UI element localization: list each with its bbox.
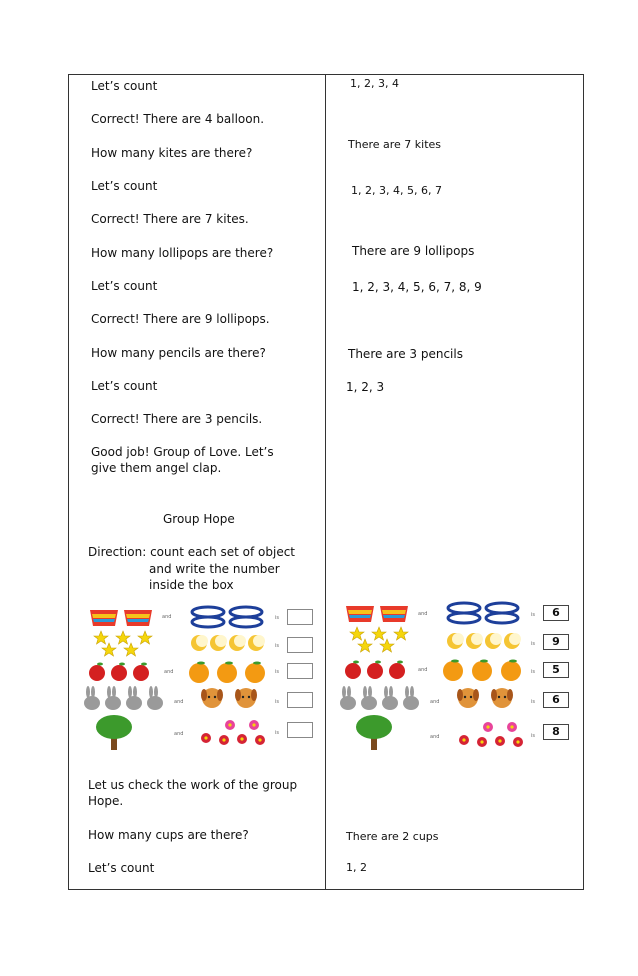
count-lollipops-text: 1, 2, 3, 4, 5, 6, 7, 8, 9 — [352, 280, 482, 294]
direction-label: Direction: count each set of object — [88, 545, 296, 559]
lets-count-text: Let’s count — [91, 79, 158, 93]
apples-icon — [88, 660, 152, 684]
answer-box: 8 — [543, 724, 569, 740]
dogs-icon — [200, 686, 266, 712]
lets-count-text: Let’s count — [91, 379, 158, 393]
count-balloons-text: 1, 2, 3, 4 — [350, 77, 399, 90]
answer-box-empty[interactable] — [287, 609, 313, 625]
is-label: is — [531, 612, 535, 618]
lets-count-text: Let’s count — [88, 861, 155, 875]
answer-box-empty[interactable] — [287, 722, 313, 738]
plates-icon — [446, 602, 522, 624]
tree-icon — [94, 714, 134, 750]
apples-icon — [344, 658, 408, 682]
good-job-text: Good job! Group of Love. Let’s give them angel clap. — [91, 445, 274, 475]
check-work-text: Let us check the work of the group Hope. — [88, 778, 298, 808]
and-label: and — [174, 699, 184, 705]
is-label: is — [275, 699, 279, 705]
direction-continuation: and write the number inside the box — [149, 562, 280, 592]
moons-icon — [446, 632, 524, 650]
answer-pencils-text: There are 3 pencils — [348, 347, 463, 361]
answer-kites-text: There are 7 kites — [348, 138, 442, 151]
is-label: is — [531, 669, 535, 675]
correct-kites-text: Correct! There are 7 kites. — [91, 212, 249, 226]
correct-balloons-text: Correct! There are 4 balloon. — [91, 112, 265, 126]
question-lollipops-text: How many lollipops are there? — [91, 246, 274, 260]
column-divider — [325, 74, 326, 890]
stars-icon — [348, 626, 414, 654]
answer-box: 6 — [543, 605, 569, 621]
cups-icon — [88, 606, 158, 628]
lets-count-text: Let’s count — [91, 179, 158, 193]
is-label: is — [275, 643, 279, 649]
answer-box: 5 — [543, 662, 569, 678]
moons-icon — [190, 634, 268, 652]
rabbits-icon — [338, 686, 422, 712]
table-frame — [68, 74, 584, 890]
correct-pencils-text: Correct! There are 3 pencils. — [91, 412, 263, 426]
answer-box-empty[interactable] — [287, 663, 313, 679]
answer-cups-text: There are 2 cups — [346, 830, 439, 843]
answer-box-empty[interactable] — [287, 692, 313, 708]
tree-icon — [354, 714, 394, 750]
is-label: is — [531, 733, 535, 739]
is-label: is — [275, 615, 279, 621]
flowers-icon — [456, 720, 526, 750]
and-label: and — [162, 614, 172, 620]
question-kites-text: How many kites are there? — [91, 146, 253, 160]
flowers-icon — [198, 718, 268, 748]
correct-lollipops-text: Correct! There are 9 lollipops. — [91, 312, 270, 326]
dogs-icon — [456, 686, 522, 712]
answer-box: 6 — [543, 692, 569, 708]
oranges-icon — [188, 660, 270, 684]
oranges-icon — [442, 658, 526, 682]
cups-icon — [344, 602, 414, 624]
is-label: is — [275, 730, 279, 736]
and-label: and — [418, 667, 428, 673]
count-kites-text: 1, 2, 3, 4, 5, 6, 7 — [351, 184, 442, 197]
plates-icon — [190, 606, 266, 628]
lets-count-text: Let’s count — [91, 279, 158, 293]
and-label: and — [430, 734, 440, 740]
is-label: is — [531, 699, 535, 705]
is-label: is — [275, 669, 279, 675]
question-pencils-text: How many pencils are there? — [91, 346, 266, 360]
and-label: and — [418, 611, 428, 617]
stars-icon — [92, 630, 158, 658]
and-label: and — [174, 731, 184, 737]
answer-box-empty[interactable] — [287, 637, 313, 653]
answer-box: 9 — [543, 634, 569, 650]
count-cups-text: 1, 2 — [346, 861, 367, 874]
group-title: Group Hope — [163, 512, 235, 526]
and-label: and — [430, 699, 440, 705]
and-label: and — [164, 669, 174, 675]
question-cups-text: How many cups are there? — [88, 828, 249, 842]
answer-lollipops-text: There are 9 lollipops — [352, 244, 475, 258]
rabbits-icon — [82, 686, 166, 712]
count-pencils-text: 1, 2, 3 — [346, 380, 385, 394]
is-label: is — [531, 641, 535, 647]
